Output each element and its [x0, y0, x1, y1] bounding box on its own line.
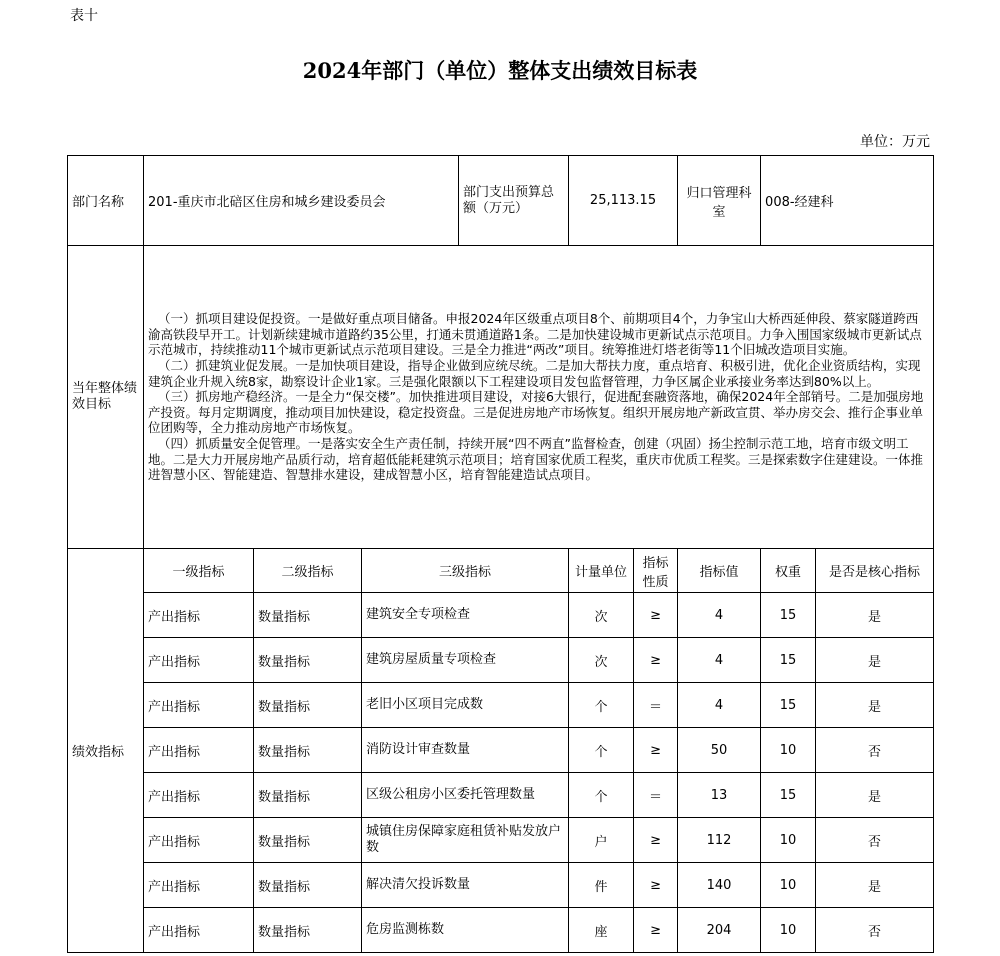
table-cell: 次	[569, 593, 634, 638]
table-cell: 10	[761, 908, 816, 953]
table-cell: 数量指标	[254, 683, 362, 728]
table-cell: 是	[816, 683, 934, 728]
table-cell: 4	[678, 593, 761, 638]
table-row	[68, 638, 934, 683]
indicators-label: 绩效指标	[68, 549, 144, 953]
table-cell: 数量指标	[254, 593, 362, 638]
table-number-label: 表十	[70, 8, 98, 24]
header-cell: 指标值	[678, 549, 761, 593]
table-cell: ＝	[634, 773, 678, 818]
table-cell: 产出指标	[144, 728, 254, 773]
unit-label: 单位：万元	[860, 134, 930, 150]
table-cell: 50	[678, 728, 761, 773]
table-cell: 数量指标	[254, 863, 362, 908]
table-cell: 否	[816, 728, 934, 773]
table-cell: 10	[761, 818, 816, 863]
table-cell: 产出指标	[144, 773, 254, 818]
table-cell: 个	[569, 728, 634, 773]
budget-total-label: 部门支出预算总额（万元）	[459, 156, 569, 246]
table-cell: 次	[569, 638, 634, 683]
table-cell: ≥	[634, 728, 678, 773]
table-cell: 件	[569, 863, 634, 908]
goals-text	[148, 311, 929, 483]
goal-paragraph: （一）抓项目建设促投资。一是做好重点项目储备。申报2024年区级重点项目8个、前期项目4个，力争宝山大桥西延伸段、蔡家隧道跨西渝高铁段早开工。计划新续建城市道路约35公里，打通未贯通道路1条。二是加快建设城市更新试点示范项目。力争入围国家级城市更新试点示范城市，持续推动11个城市更新试点示范项目建设。三是全力推进“两改”项目。统筹推进灯塔老街等11个旧城改造项目实施。	[148, 311, 922, 358]
table-cell: 10	[761, 863, 816, 908]
table-cell: 数量指标	[254, 638, 362, 683]
table-cell: 15	[761, 638, 816, 683]
annual-goals-content	[144, 246, 934, 549]
table-row	[68, 728, 934, 773]
table-cell: 112	[678, 818, 761, 863]
header-cell: 计量单位	[569, 549, 634, 593]
table-cell: 产出指标	[144, 863, 254, 908]
dept-name-value: 201-重庆市北碚区住房和城乡建设委员会	[144, 156, 459, 246]
table-cell: 产出指标	[144, 818, 254, 863]
table-cell: 140	[678, 863, 761, 908]
dept-name-label: 部门名称	[68, 156, 144, 246]
table-cell: 10	[761, 728, 816, 773]
performance-table	[67, 155, 934, 953]
indicator-header-row	[68, 549, 934, 593]
table-cell: 数量指标	[254, 818, 362, 863]
table-cell: 产出指标	[144, 593, 254, 638]
table-cell: 是	[816, 773, 934, 818]
table-cell: 建筑房屋质量专项检查	[362, 638, 569, 683]
goal-paragraph: （二）抓建筑业促发展。一是加快项目建设，指导企业做到应统尽统。二是加大帮扶力度，重点培育、积极引进，优化企业资质结构，实现建筑企业升规入统8家，勘察设计企业1家。三是强化限额以下工程建设项目发包监督管理，力争区属企业承接业务率达到80%以上。	[148, 358, 921, 389]
table-cell: 个	[569, 773, 634, 818]
table-cell: 建筑安全专项检查	[362, 593, 569, 638]
header-cell: 是否是核心指标	[816, 549, 934, 593]
table-cell: 是	[816, 638, 934, 683]
table-row	[68, 773, 934, 818]
table-cell: 否	[816, 908, 934, 953]
header-cell: 权重	[761, 549, 816, 593]
page-title: 2024年部门（单位）整体支出绩效目标表	[302, 58, 698, 83]
budget-total-value: 25,113.15	[569, 156, 678, 246]
office-value: 008-经建科	[761, 156, 934, 246]
goal-paragraph: （四）抓质量安全促管理。一是落实安全生产责任制，持续开展“四不两直”监督检查，创建（巩固）扬尘控制示范工地，培育市级文明工地。二是大力开展房地产品质行动，培育超低能耗建筑示范项目；培育国家优质工程奖，重庆市优质工程奖。三是探索数字住建建设。一体推进智慧小区、智能建造、智慧排水建设，建成智慧小区，培育智能建造试点项目。	[148, 435, 924, 483]
table-cell: ＝	[634, 683, 678, 728]
table-row	[68, 818, 934, 863]
table-cell: 解决清欠投诉数量	[362, 863, 569, 908]
table-cell: ≥	[634, 638, 678, 683]
annual-goals-row	[68, 246, 934, 549]
table-cell: 15	[761, 593, 816, 638]
table-cell: 数量指标	[254, 773, 362, 818]
table-cell: 15	[761, 683, 816, 728]
table-cell: 4	[678, 638, 761, 683]
table-cell: 否	[816, 818, 934, 863]
table-cell: 座	[569, 908, 634, 953]
table-cell: 数量指标	[254, 908, 362, 953]
table-row	[68, 683, 934, 728]
table-cell: 204	[678, 908, 761, 953]
table-cell: 个	[569, 683, 634, 728]
table-cell: 城镇住房保障家庭租赁补贴发放户数	[362, 818, 569, 863]
table-cell: 产出指标	[144, 908, 254, 953]
table-row	[68, 593, 934, 638]
annual-goals-label: 当年整体绩效目标	[68, 246, 144, 549]
table-cell: 危房监测栋数	[362, 908, 569, 953]
office-label: 归口管理科室	[678, 156, 761, 246]
table-cell: 消防设计审查数量	[362, 728, 569, 773]
table-cell: 户	[569, 818, 634, 863]
header-cell: 一级指标	[144, 549, 254, 593]
table-cell: ≥	[634, 908, 678, 953]
table-cell: ≥	[634, 818, 678, 863]
table-cell: 产出指标	[144, 683, 254, 728]
table-cell: 数量指标	[254, 728, 362, 773]
header-cell: 二级指标	[254, 549, 362, 593]
table-cell: 产出指标	[144, 638, 254, 683]
header-cell: 三级指标	[362, 549, 569, 593]
table-row	[68, 908, 934, 953]
table-cell: ≥	[634, 863, 678, 908]
table-cell: 是	[816, 863, 934, 908]
dept-info-row	[68, 156, 934, 246]
table-cell: 15	[761, 773, 816, 818]
table-cell: 13	[678, 773, 761, 818]
table-cell: 4	[678, 683, 761, 728]
table-cell: 区级公租房小区委托管理数量	[362, 773, 569, 818]
table-cell: 老旧小区项目完成数	[362, 683, 569, 728]
table-row	[68, 863, 934, 908]
header-cell: 指标性质	[634, 549, 678, 593]
table-cell: 是	[816, 593, 934, 638]
goal-paragraph: （三）抓房地产稳经济。一是全力“保交楼”。加快推进项目建设，对接6大银行，促进配套融资落地，确保2024年全部销号。二是加强房地产投资。每月定期调度，推动项目加快建设，稳定投资盘。三是促进房地产市场恢复。组织开展房地产新政宣贯、举办房交会、推行企事业单位团购等，全力推动房地产市场恢复。	[148, 389, 924, 436]
table-cell: ≥	[634, 593, 678, 638]
